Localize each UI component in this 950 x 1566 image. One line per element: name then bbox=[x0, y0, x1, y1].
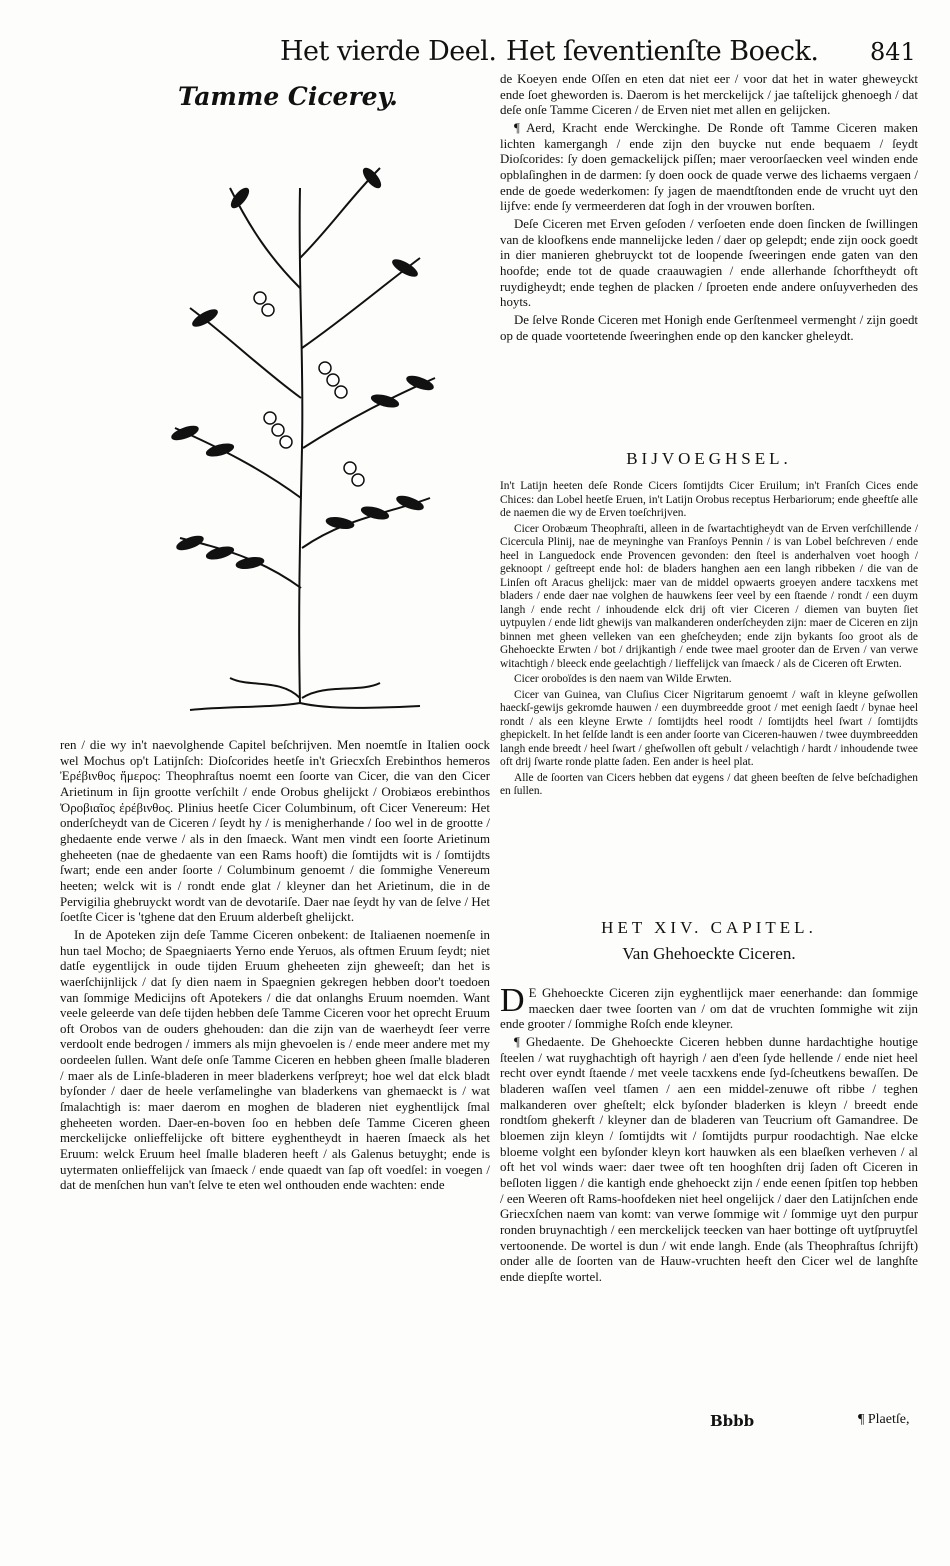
plant-woodcut-illustration bbox=[150, 118, 450, 713]
paragraph-text: E Ghehoeckte Ciceren zijn eyghentlijck maer eenerhande: dan ſommige maecken daer twee ſoorten van / om dat de vruchten ſommighe wit zijn ende grooter / ſommighe Roſch ende kleyner. bbox=[500, 986, 918, 1032]
paragraph: ¶ Ghedaente. De Ghehoeckte Ciceren hebben dunne hardachtighe houtige ſteelen / wat ruyghachtigh oft hayrigh / aen d'een ſyde hellende / ende niet heel recht over eyndt ſtaende / met veele tacxkens ende ſyd-ſcheutkens bewaſſen. De bladeren waſſen veel tſamen / aen een middel-zenuwe oft ribbe / teghen malkanderen over gheſtelt; elck byſonder bladerken is kleyn / breedt ende rondtſom ghekerft / kleyner dan de bladeren van Teucrium oft Gamandree. De bloemen zijn kleyn / ſomtijdts wit / ſomtijdts purpur roodachtigh. Nae elcke bloeme volght een byſonder kleyn kort hauwken als een blaeſken verheven / al oft het vol winds waer: daer twee oft ten hooghſten drij ſaden oft Ciceren in beſloten liggen / die kantigh ende ghehoeckt zijn / ende eenen ſpitſen top hebben / een Weeren oft Rams-hoofdeken niet heel ongelijck / daer den Latijnſchen ende Griecxſchen naem van komt: van verwe ſommige wit / ſommige uyt den purpur ronden bruynachtigh / een merckelijck teecken van haer bottinge oft uytſpruytſel vertoonende. De wortel is dun / wit ende langh. Ende (als Theophraſtus ſchrijft) onder alle de ſoorten van de Hauw-vruchten heeft den Cicer wel de langhſte ende diepſte wortel. bbox=[500, 1034, 918, 1284]
paragraph: ¶ Aerd, Kracht ende Werckinghe. De Ronde oft Tamme Ciceren maken lichten kamergangh / ende zijn den buycke nut ende bequaem / ſeydt Dioſcorides: ſy doen gemackelijck piſſen; maer veroorſaecken veel winden ende opblaſinghen in de darmen: ſy doen oock de quade verwe des lichaems vergaen / ende de goede wederkomen: ſy jagen de maendtſtonden ende de vrucht uyt den lijfve: ende ſy vermeerderen dat ſogh in der vrouwen borſten. bbox=[500, 120, 918, 214]
paragraph: Deſe Ciceren met Erven geſoden / verſoeten ende doen ſincken de ſwillingen van de kloofkens ende mannelijcke leden / daer op gelepdt; ende zijn oock goedt in dier manieren ghebruyckt tot de loopende ſweeringen ende gaten van den hoofde; ende tot de quade craauwagien / ende allerhande ſchorftheydt oft ruydigheydt; ende teghen de placken / ſproeten ende andere onſuyverheden des hoyts. bbox=[500, 216, 918, 310]
paragraph: Cicer van Guinea, van Cluſius Cicer Nigritarum genoemt / waſt in kleyne geſwollen haeckſ-gewijs gekromde hauwen / een duymbreedde groot / met eenigh ſaedt / bynae heel rondt / als een kleyne Erwte / ſomtijdts heel roodt / ſomtijdts heel ſwart / ſomtijdts ghepickelt. In het ſelſde landt is een ander ſoorte van Ciceren-hauwen / twee duymbreedden langh ende breedt / heel ſwart / gheſwollen oft gebult / velachtigh / hardt / inhoudende twee oft drij ſwarte ronde platte ſaden. Een ander is heel plat. bbox=[500, 688, 918, 768]
right-column-upper-text bbox=[500, 72, 918, 434]
paragraph: Cicer Orobæum Theophraſti, alleen in de ſwartachtigheydt van de Erven verſchillende / Cicercula Plinij, nae de meyninghe van Franſoys Pennin / is van Lobel beſchreven / ende heel in Languedock ende Provencen gevonden: den ſteel is anderhalven voet hoogh / geknoopt / geſtreept ende hol: de bladers hanghen aen een langh ribbeken / die van de Linſen oft Aracus ghelijck: maer van de middel opwaerts groeyen andere tacxkens met bladers / ende daer nae volghen de hauwkens ſeer veel by een ſtaende / rondt / een duym langh / ende recht / inhoudende elck drij oft vier Ciceren / diemen van buyten ſiet uytpuylen / ende lidt ghewijs van malkanderen onderſcheyden zijn: maer de Ciceren en zijn binnen met gheen velleken van een gheſcheyden; ende zijn bykants ſoo groot als de Ghehoeckte Erwten / bot / drijkantigh / ende twee mael grooter dan de Erven / van verwe witachtigh / bleeck ende geelachtigh / lieffelijck van ſmaeck / als de Ciceren oft Erwten. bbox=[500, 522, 918, 670]
drop-capital: D bbox=[500, 986, 525, 1019]
chapter-text bbox=[500, 986, 918, 1406]
section-title-bijvoeghsel: BIJVOEGHSEL. bbox=[626, 449, 792, 468]
paragraph: Alle de ſoorten van Cicers hebben dat eygens / dat gheen beeſten de ſelve beſchadighen en ſullen. bbox=[500, 771, 918, 797]
page-number: 841 bbox=[870, 38, 916, 66]
paragraph: In de Apoteken zijn deſe Tamme Ciceren onbekent: de Italiaenen noemenſe in hun tael Mocho; de Spaegniaerts Yerno ende Yeruos, als oftmen Eruum ſeydt; niet datſe eygentlijck in oude tijden Eruum gheheeten zijn gheweeſt; dan het is waerſchijnlijck / dat ſy dien naem in Spaegnien gekregen hebben door't toedoen van ſommige Medicijns oft Apotekers / die dat onlanghs Eruum noemden. Want veele geleerde van deſe tijden hebben deſe Tamme Ciceren voor het oprecht Eruum oft Orobos van de ouders ghehouden: dan die zijn van de waerheydt ſeer verre verdoolt ende bedrogen / immers als mijn ghevoelen is / ende meer andere met my oordeelen ſullen. Want deſe onſe Tamme Ciceren en hebben gheen ſmalle bladeren / maer als de Linſe-bladeren in meer bladerkens verſpreyt; hoe wel dat elck bladt byſonder / daer de heele verſamelinghe van bladerkens van ghemaeckt is / wat ſmalachtigh is: maer daerom en moghen de bladeren niet eyghentlijck ſmal gheheeten worden. Daer-en-boven ſoo en hebben deſe Tamme Ciceren gheen merckelijcke onlieffelijcke oft bittere eyghentheydt in haeren ſmaeck als het Eruum: welck Eruum heel ſmalle bladeren heeft / als Galenus betuyght; ende is uytermaten onlieffelijck van ſmaeck / ende quaedt van ſap oft voedſel: in voegen / dat de menſchen hun van't ſelve te eten wel onthouden ende wachten: ende bbox=[60, 927, 490, 1193]
figure-caption: Tamme Cicerey. bbox=[178, 82, 398, 111]
catchword: ¶ Plaetſe, bbox=[858, 1412, 910, 1427]
paragraph: In't Latijn heeten deſe Ronde Cicers ſomtijdts Cicer Eruilum; in't Franſch Cices ende Chices: dan Lobel heetſe Eruen, in't Latijn Orobus receptus Herbariorum; ende gheeftſe alle de naemen die wy de Erven toeſchrijven. bbox=[500, 480, 918, 519]
paragraph: de Koeyen ende Oſſen en eten dat niet eer / voor dat het in water gheweyckt ende ſoet gheworden is. Daerom is het merckelijck / jae taſtelijck ghenoegh / dat deſe onſe Tamme Ciceren / de Erven niet met allen en gelijcken. bbox=[500, 72, 918, 118]
left-column-text bbox=[60, 738, 490, 1414]
signature-mark: Bbbb bbox=[710, 1412, 755, 1430]
bijvoeghsel-text bbox=[500, 480, 918, 880]
header-book-title: Het ſeventienſte Boeck. bbox=[506, 36, 819, 67]
header-part-title: Het vierde Deel. bbox=[280, 36, 497, 67]
paragraph: De ſelve Ronde Ciceren met Honigh ende Gerſtenmeel vermenght / zijn goedt op de quade voortetende ſweeringhen ende op den kancker gheleydt. bbox=[500, 312, 918, 343]
paragraph: ren / die wy in't naevolghende Capitel beſchrijven. Men noemtſe in Italien oock wel Mochus op't Latijnſch: Dioſcorides heetſe in't Griecxſch Erebinthos hemeros Ἐρέβινθος ἥμερος: Theophraſtus noemt een ſoorte van Cicer, die van den Cicer Arietinum in ſijn grootte verſchilt / ende Orobus ghelijckt / Orobiæos erebinthos Ὀροβιαῖος ἐρέβινθος. Plinius heetſe Cicer Columbinum, oft Cicer Venereum: Het onderſcheydt van de Ciceren / ſeydt hy / is menigherhande / ſoo wel in de grootte / ghedaente ende verwe / als in den ſmaeck. Want men vindt een ſoorte Arietinum gheheeten (nae de ghedaente van een Rams hooft) die ſomtijdts wit is / ſomtijdts ſwart; ende een ander ſoorte / Columbinum genoemt / die ſommighe Venereum heeten; welck wit is / rondt ende glat / kleyner dan het Arietinum, die in de Pervigilia ghebruyckt wordt van de devotariſe. Daer nae ſeydt hy van de ſelve / Het ſoetſte Cicer is 'tghene dat den Eruum alderbeſt ghelijckt. bbox=[60, 738, 490, 925]
paragraph bbox=[500, 986, 918, 1033]
paragraph: Cicer oroboïdes is den naem van Wilde Erwten. bbox=[514, 673, 732, 685]
running-header bbox=[0, 36, 950, 68]
chapter-subtitle: Van Ghehoeckte Ciceren. bbox=[622, 944, 796, 963]
chapter-title: HET XIV. CAPITEL. bbox=[601, 918, 817, 937]
